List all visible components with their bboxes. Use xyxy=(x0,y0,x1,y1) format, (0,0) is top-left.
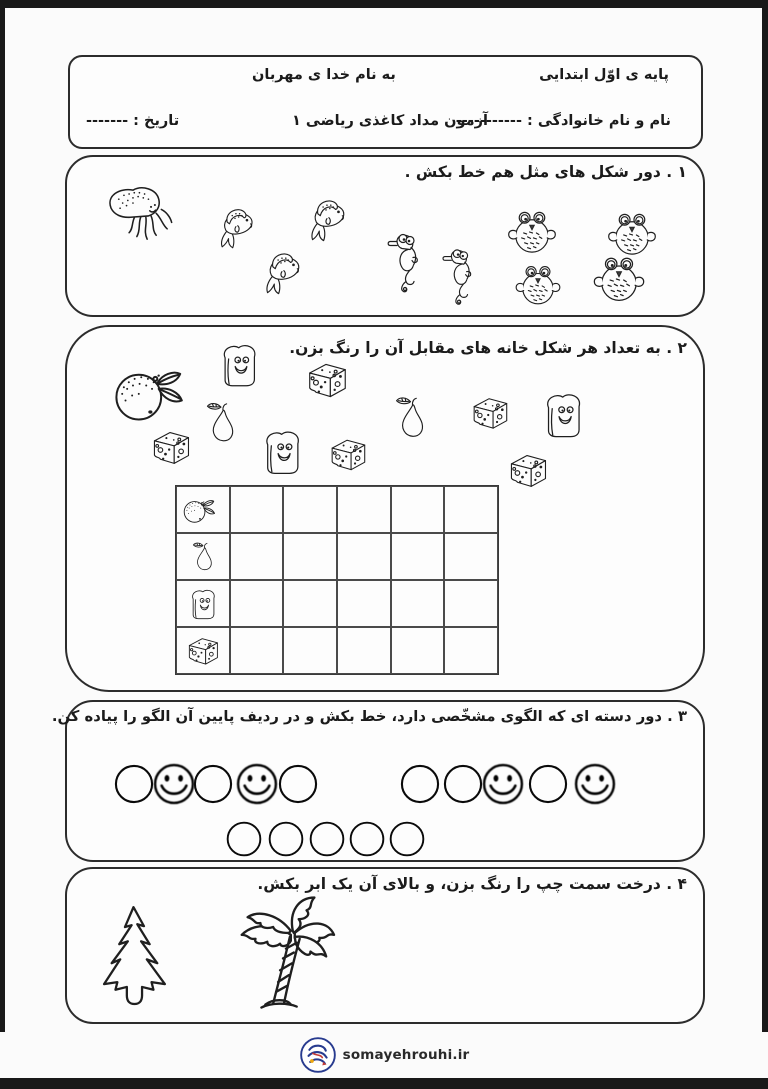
bread-icon xyxy=(215,338,263,392)
cheese-icon xyxy=(468,390,512,436)
pear-icon xyxy=(188,539,218,575)
grid-icon-cell-cheese xyxy=(176,627,230,674)
question2-text: ۲ . به تعداد هر شکل خانه های مقابل آن را رنگ بزن. xyxy=(289,339,687,357)
grid-cell xyxy=(391,486,445,533)
question4-box xyxy=(65,867,705,1024)
grid-cell xyxy=(337,580,391,627)
grid-icon-cell-bread xyxy=(176,580,230,627)
grid-cell xyxy=(230,486,284,533)
date-label: تاریخ : ------- xyxy=(86,113,180,129)
palm-tree-icon xyxy=(228,893,336,1017)
footer xyxy=(0,1032,768,1078)
pufferfish-icon xyxy=(510,262,566,308)
fish-icon xyxy=(257,245,305,301)
question1-text: ۱ . دور شکل های مثل هم خط بکش . xyxy=(404,163,687,181)
grid-icon-cell-orange xyxy=(176,486,230,533)
answer-circle-icon xyxy=(348,820,386,858)
grid-cell xyxy=(391,627,445,674)
grid-cell xyxy=(391,533,445,580)
grade-label: پایه ی اوّل ابتدایی xyxy=(539,67,669,83)
seahorse-icon xyxy=(440,245,478,307)
grid-cell xyxy=(444,580,498,627)
empty-circle-icon xyxy=(527,763,569,805)
grid-cell xyxy=(337,533,391,580)
worksheet-paper xyxy=(5,8,762,1077)
grid-cell xyxy=(283,533,337,580)
pear-icon xyxy=(388,394,433,442)
question1-box xyxy=(65,155,705,317)
answer-circle-icon xyxy=(308,820,346,858)
bismillah-text: به نام خدا ی مهربان xyxy=(252,67,396,83)
empty-circle-icon xyxy=(192,763,234,805)
question3-text: ۳ . دور دسته ای که الگوی مشخّصی دارد، خط بکش و در ردیف پایین آن الگو را پیاده کن. xyxy=(51,708,687,725)
pufferfish-icon xyxy=(588,253,650,305)
answer-circle-icon xyxy=(267,820,305,858)
cheese-icon xyxy=(148,425,194,470)
pear-icon xyxy=(200,399,242,447)
grid-cell xyxy=(230,627,284,674)
site-url: somayehrouhi.ir xyxy=(342,1047,470,1063)
cheese-icon xyxy=(303,356,351,404)
cheese-icon xyxy=(505,446,551,495)
bread-icon xyxy=(255,426,309,478)
orange-icon xyxy=(180,493,226,527)
grid-cell xyxy=(283,486,337,533)
question4-text: ۴ . درخت سمت چپ را رنگ بزن، و بالای آن یک ابر بکش. xyxy=(257,875,687,893)
bread-icon xyxy=(186,585,220,623)
grid-cell xyxy=(337,627,391,674)
counting-grid xyxy=(175,485,499,675)
empty-circle-icon xyxy=(113,763,155,805)
question3-box xyxy=(51,700,705,862)
grid-cell xyxy=(391,580,445,627)
fish-icon xyxy=(212,198,258,258)
cheese-icon xyxy=(184,633,222,669)
pufferfish-icon xyxy=(605,209,659,259)
grid-cell xyxy=(444,627,498,674)
question2-box xyxy=(65,325,705,692)
pufferfish-icon xyxy=(505,207,559,257)
answer-circle-icon xyxy=(388,820,426,858)
student-name-label: نام و نام خانوادگی : ----------- xyxy=(455,113,671,129)
smiley-icon xyxy=(481,762,525,806)
bread-icon xyxy=(538,388,588,442)
empty-circle-icon xyxy=(442,763,484,805)
empty-circle-icon xyxy=(399,763,441,805)
grid-cell xyxy=(337,486,391,533)
smiley-icon xyxy=(573,762,617,806)
smiley-icon xyxy=(152,762,196,806)
fish-icon xyxy=(302,192,350,248)
orange-icon xyxy=(107,364,207,422)
grid-icon-cell-pear xyxy=(176,533,230,580)
site-logo-icon xyxy=(299,1036,337,1074)
header-box xyxy=(68,55,703,149)
cheese-icon xyxy=(326,431,370,478)
smiley-icon xyxy=(235,762,279,806)
empty-circle-icon xyxy=(277,763,319,805)
seahorse-icon xyxy=(385,224,425,300)
exam-title: آزمون مداد کاغذی ریاضی ۱ xyxy=(292,113,488,129)
squid-icon xyxy=(102,185,182,243)
grid-cell xyxy=(283,580,337,627)
grid-cell xyxy=(283,627,337,674)
pine-tree-icon xyxy=(86,902,181,1012)
grid-cell xyxy=(230,580,284,627)
grid-cell xyxy=(444,533,498,580)
answer-circle-icon xyxy=(225,820,263,858)
grid-cell xyxy=(230,533,284,580)
grid-cell xyxy=(444,486,498,533)
